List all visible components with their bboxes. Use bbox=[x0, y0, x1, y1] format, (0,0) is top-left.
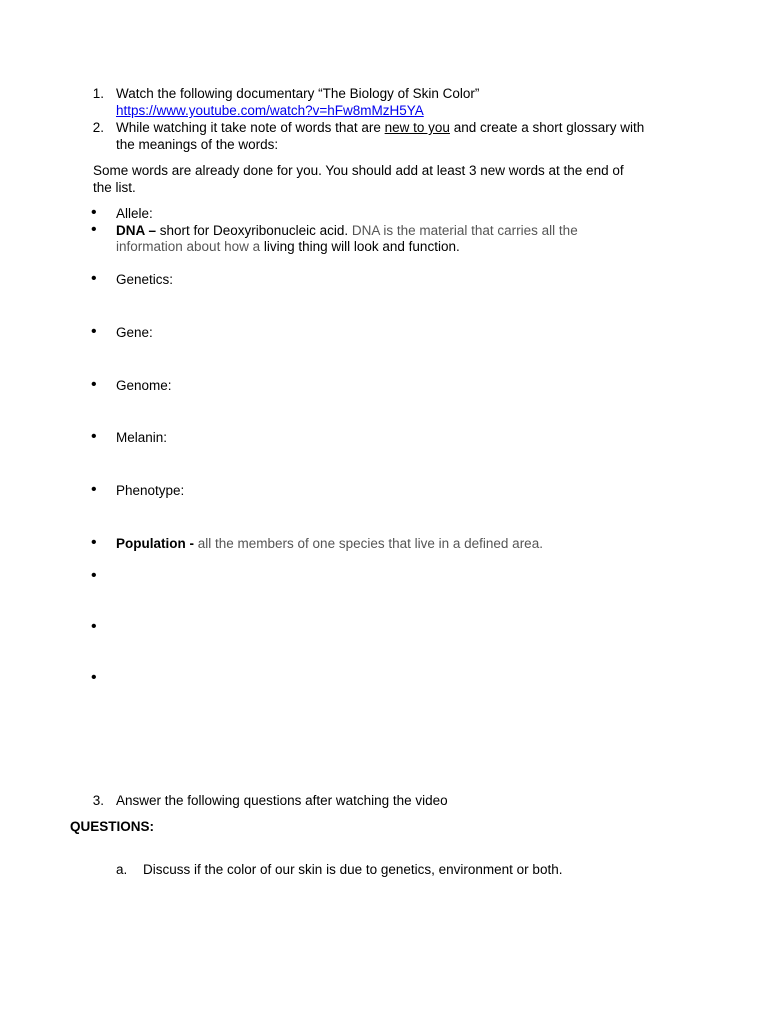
empty-bullet: • bbox=[91, 669, 97, 686]
new-to-you-text: new to you bbox=[384, 120, 450, 135]
empty-bullet: • bbox=[91, 618, 97, 635]
dna-line2b: living thing will look and function. bbox=[263, 239, 460, 254]
glossary-allele: Allele: bbox=[116, 206, 153, 221]
list-number-1: 1. bbox=[92, 86, 104, 101]
question-a-text: Discuss if the color of our skin is due to genetics, environment or both. bbox=[143, 862, 563, 877]
instruction-2-line2: the meanings of the words: bbox=[116, 137, 279, 152]
bullet: • bbox=[91, 534, 97, 551]
glossary-gene: Gene: bbox=[116, 325, 153, 340]
glossary-genetics: Genetics: bbox=[116, 272, 174, 287]
glossary-dna-line1 bbox=[116, 222, 578, 239]
instruction-2-pre: While watching it take note of words that are bbox=[116, 120, 385, 135]
youtube-link[interactable]: https://www.youtube.com/watch?v=hFw8mMzH5YA bbox=[116, 103, 424, 118]
list-number-2: 2. bbox=[92, 120, 104, 135]
glossary-genome: Genome: bbox=[116, 378, 172, 393]
bullet: • bbox=[91, 481, 97, 498]
bullet: • bbox=[91, 270, 97, 287]
intro-line1: Some words are already done for you. You should add at least 3 new words at the end of bbox=[93, 163, 624, 178]
population-def: all the members of one species that live in a defined area. bbox=[194, 536, 543, 551]
instruction-1-text: Watch the following documentary “The Biology of Skin Color” bbox=[116, 86, 480, 101]
list-number-3: 3. bbox=[92, 793, 104, 808]
bullet: • bbox=[91, 428, 97, 445]
glossary-melanin: Melanin: bbox=[116, 430, 168, 445]
instruction-2-line1 bbox=[116, 119, 644, 136]
glossary-dna-line2 bbox=[116, 238, 460, 255]
question-a-label: a. bbox=[116, 862, 128, 877]
glossary-phenotype: Phenotype: bbox=[116, 483, 185, 498]
empty-bullet: • bbox=[91, 567, 97, 584]
bullet: • bbox=[91, 323, 97, 340]
intro-line2: the list. bbox=[93, 180, 136, 195]
dna-def2: DNA is the material that carries all the bbox=[348, 223, 578, 238]
questions-heading: QUESTIONS: bbox=[70, 819, 155, 834]
dna-term: DNA – bbox=[116, 223, 157, 238]
bullet: • bbox=[91, 204, 97, 221]
bullet: • bbox=[91, 221, 97, 238]
bullet: • bbox=[91, 376, 97, 393]
population-term: Population - bbox=[116, 536, 194, 551]
step3-text: Answer the following questions after watching the video bbox=[116, 793, 448, 808]
glossary-population bbox=[116, 535, 543, 552]
instruction-2-post: and create a short glossary with bbox=[449, 120, 645, 135]
dna-def1: short for Deoxyribonucleic acid. bbox=[156, 223, 349, 238]
dna-line2a: information about how a bbox=[116, 239, 264, 254]
